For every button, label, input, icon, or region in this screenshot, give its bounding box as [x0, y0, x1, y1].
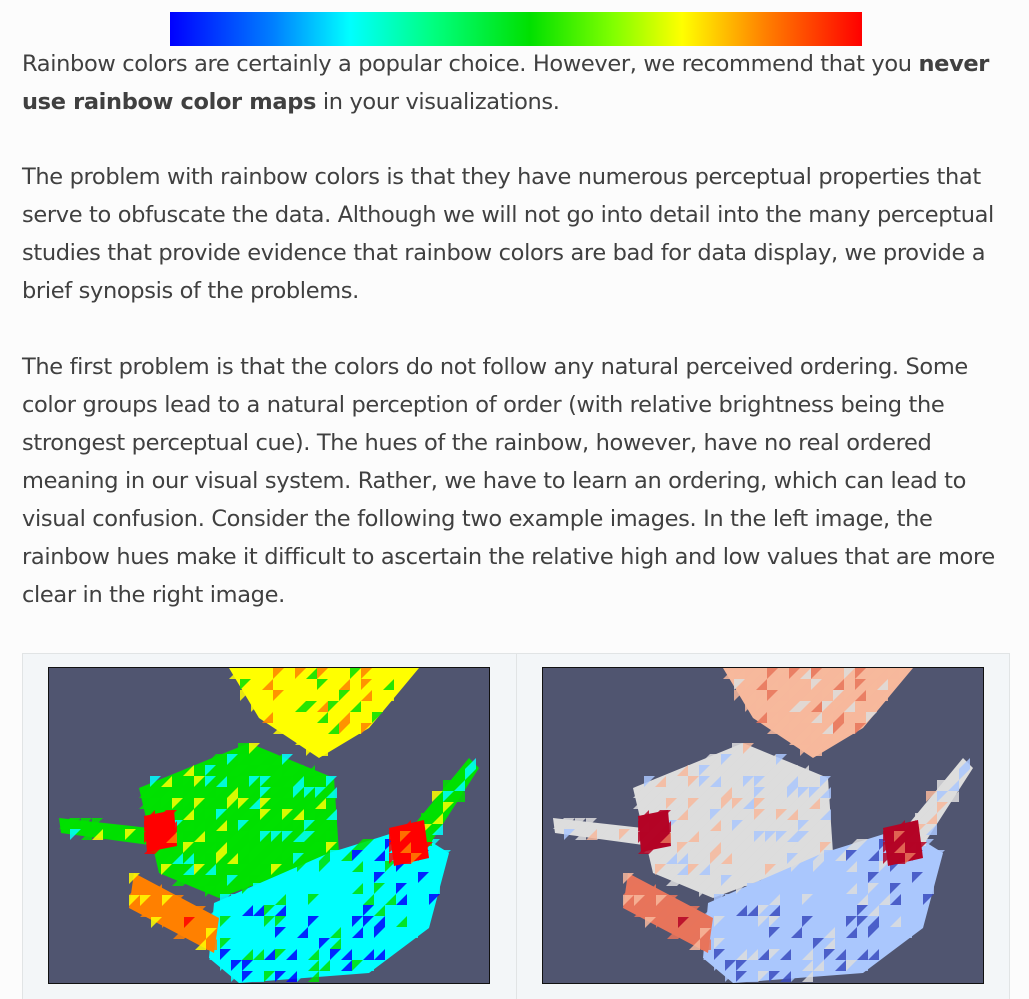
diverging-mesh-graphic [543, 668, 983, 983]
rainbow-colorbar [170, 12, 862, 46]
paragraph-ordering: The first problem is that the colors do not follow any natural perceived ordering. Some color groups lead to a natural perception of order (with relative brightness being the strongest perceptual cue). The hues of the rainbow, however, have no real ordered meaning in our visual system. Rather, we have to learn an ordering, which can lead to visual confusion. Consider the following two example images. In the left image, the rainbow hues make it difficult to ascertain the relative high and low values that are more clear in the right image. [22, 354, 995, 608]
table-cell-divider [516, 654, 517, 999]
mesh-cell [699, 754, 710, 765]
intro-emphasis: never use rainbow color maps [22, 51, 990, 115]
diverging-render-image [542, 667, 984, 984]
mesh-cell [846, 839, 857, 850]
article-body [22, 45, 1007, 614]
intro-text-end: in your visualizations. [316, 89, 560, 115]
paragraph-intro [22, 45, 1007, 121]
rainbow-render-image [48, 667, 490, 984]
mesh-cell [372, 712, 383, 723]
mesh-cell [866, 712, 877, 723]
paragraph-problem: The problem with rainbow colors is that they have numerous perceptual properties that serve to obfuscate the data. Although we will not go into detail into the many perceptual studies that provide evidence that rainbow colors are bad for data display, we provide a brief synopsis of the problems. [22, 164, 994, 304]
intro-text-start: Rainbow colors are certainly a popular choice. However, we recommend that you [22, 51, 919, 77]
figure-comparison-table [22, 653, 1010, 999]
mesh-cell [879, 949, 890, 960]
rainbow-mesh-graphic [49, 668, 489, 983]
mesh-cell [855, 723, 866, 734]
